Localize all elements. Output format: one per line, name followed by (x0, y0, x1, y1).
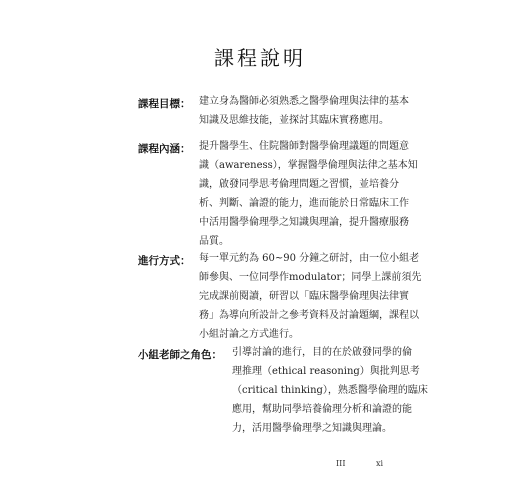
section-text-line: 知識及思維技能，並探討其臨床實務應用。 (199, 115, 389, 126)
section-text-line: 應用，幫助同學培養倫理分析和論證的能 (232, 404, 412, 415)
page-number: xi (376, 459, 384, 468)
section-text-line: 析、判斷、論證的能力，進而能於日常臨床工作 (199, 198, 409, 209)
section-label: 課程目標： (138, 98, 191, 110)
section-text-line: 引導討論的進行，目的在於啟發同學的倫 (232, 347, 412, 358)
section-label: 小組老師之角色： (138, 349, 222, 361)
section-label: 進行方式： (138, 255, 191, 267)
section-label: 課程內涵： (138, 143, 191, 155)
page-title: 課程說明 (214, 46, 306, 70)
section-text-line: 理推理（ethical reasoning）與批判思考 (232, 366, 420, 377)
section-text-line: 品質。 (199, 236, 229, 247)
section-text-line: 每一單元約為 60~90 分鐘之研討，由一位小組老 (199, 253, 420, 264)
section-text-line: 中活用醫學倫理學之知識與理論，提升醫療服務 (199, 217, 409, 228)
page-footer (336, 459, 411, 468)
footer-mark: III (336, 459, 346, 468)
section-text-line: 小組討論之方式進行。 (199, 329, 299, 340)
section-text-line: 提升醫學生、住院醫師對醫學倫理議題的問題意 (199, 141, 409, 152)
section-text-line: 識（awareness），掌握醫學倫理與法律之基本知 (199, 160, 418, 171)
section-text-line: （critical thinking），熟悉醫學倫理的臨床 (232, 385, 428, 396)
section-text-line: 務」為導向所設計之參考資料及討論題綱，課程以 (199, 310, 419, 321)
section-text-line: 識，啟發同學思考倫理問題之習慣，並培養分 (199, 179, 399, 190)
section-text-line: 師參與、一位同學作modulator；同學上課前須先 (199, 272, 422, 283)
section-text-line: 完成課前閱讀，研習以「臨床醫學倫理與法律實 (199, 291, 409, 302)
section-text-line: 建立身為醫師必須熟悉之醫學倫理與法律的基本 (199, 96, 409, 107)
section-text-line: 力，活用醫學倫理學之知識與理論。 (232, 423, 392, 434)
